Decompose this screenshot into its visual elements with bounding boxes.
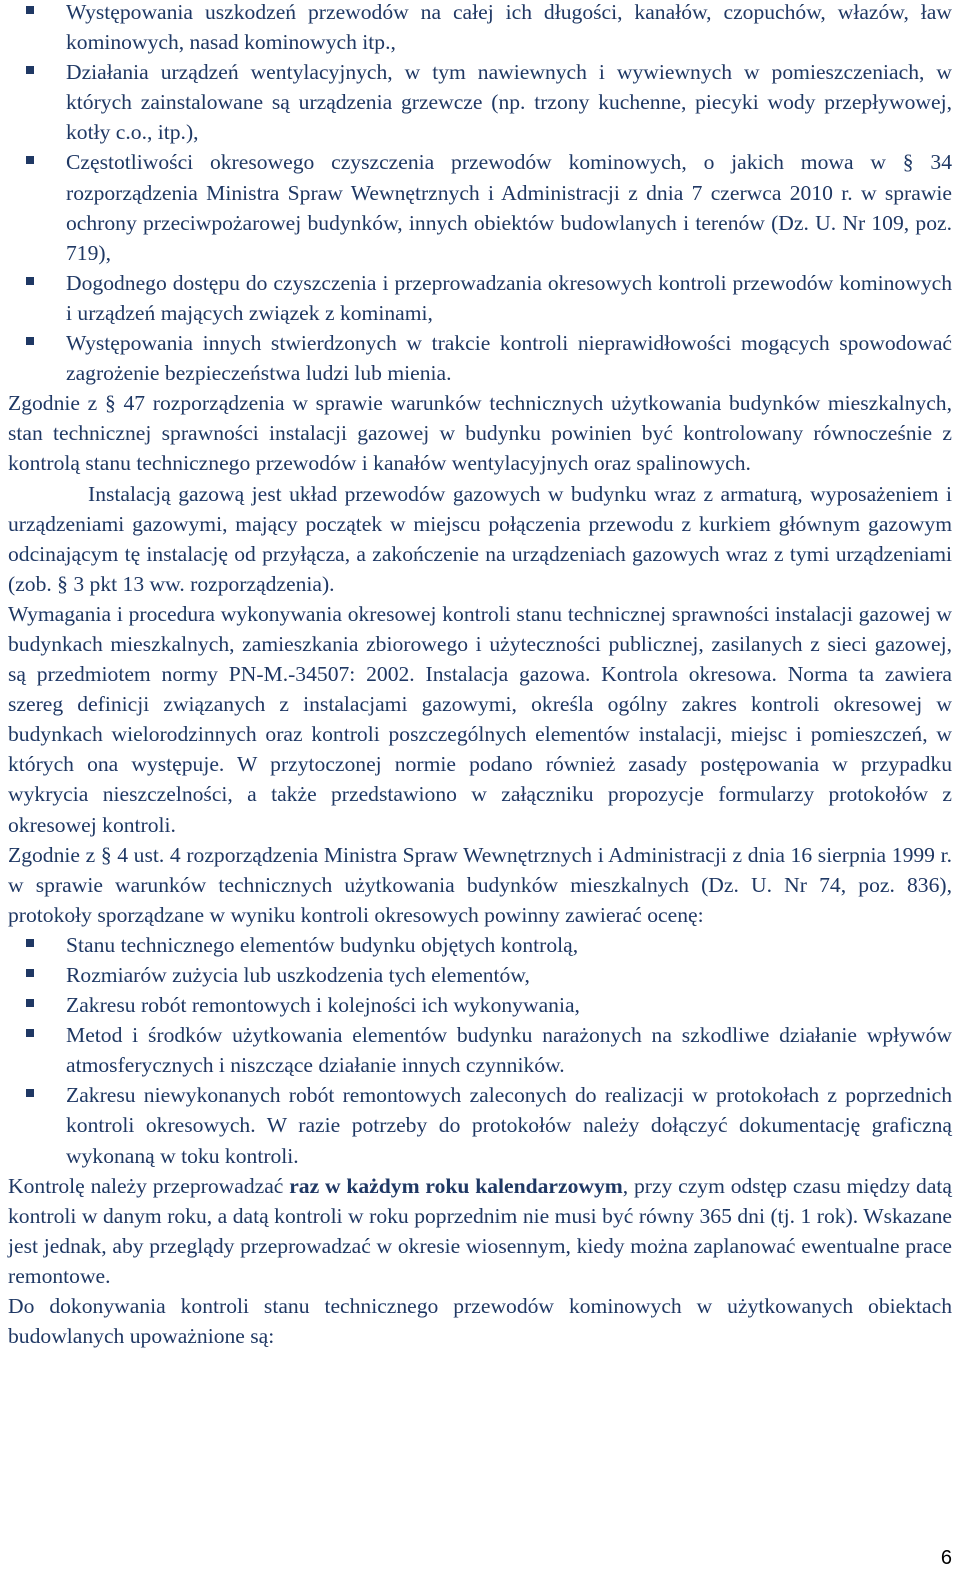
square-bullet-icon bbox=[26, 1029, 34, 1037]
bullet-list-inspection-scope bbox=[8, 0, 952, 388]
square-bullet-icon bbox=[26, 277, 34, 285]
paragraph-gas-installation-definition: Instalacją gazową jest układ przewodów gazowych w budynku wraz z armaturą, wyposażeniem i urządzeniami gazowymi, mający początek w miejscu połączenia przewodu z kurkiem głównym gazowym odcinającym tę instalację od przyłącza, a zakończenie na urządzeniach gazowych wraz z tymi urządzeniami (zob. § 3 pkt 13 ww. rozporządzenia). bbox=[8, 481, 952, 596]
square-bullet-icon bbox=[26, 939, 34, 947]
list-item: Metod i środków użytkowania elementów budynku narażonych na szkodliwe działanie wpływów atmosferycznych i niszczące działanie innych czynników. bbox=[8, 1020, 952, 1080]
list-item: Rozmiarów zużycia lub uszkodzenia tych elementów, bbox=[8, 960, 952, 990]
list-item: Występowania uszkodzeń przewodów na całej ich długości, kanałów, czopuchów, włazów, ław kominowych, nasad kominowych itp., bbox=[8, 0, 952, 57]
list-item: Zakresu robót remontowych i kolejności ich wykonywania, bbox=[8, 990, 952, 1020]
list-item: Zakresu niewykonanych robót remontowych zaleconych do realizacji w protokołach z poprzednich kontroli okresowych. W razie potrzeby do protokołów należy dołączyć dokumentację graficzną wykonaną w toku kontroli. bbox=[8, 1080, 952, 1170]
bullet-list-protocol-contents bbox=[8, 930, 952, 1171]
square-bullet-icon bbox=[26, 6, 34, 14]
list-item: Występowania innych stwierdzonych w trakcie kontroli nieprawidłowości mogących spowodować zagrożenie bezpieczeństwa ludzi lub mienia. bbox=[8, 328, 952, 388]
paragraph-gas-installation-inspection: Zgodnie z § 47 rozporządzenia w sprawie warunków technicznych użytkowania budynków mieszkalnych, stan technicznej sprawności instalacji gazowej w budynku powinien być kontrolowany równocześnie z kontrolą stanu technicznego przewodów i kanałów wentylacyjnych oraz spalinowych. bbox=[8, 391, 952, 476]
square-bullet-icon bbox=[26, 969, 34, 977]
list-item: Działania urządzeń wentylacyjnych, w tym nawiewnych i wywiewnych w pomieszczeniach, w których zainstalowane są urządzenia grzewcze (np. trzony kuchenne, piecyki wody przepływowej, kotły c.o., itp.), bbox=[8, 57, 952, 147]
list-item: Stanu technicznego elementów budynku objętych kontrolą, bbox=[8, 930, 952, 960]
paragraph-authorized-persons: Do dokonywania kontroli stanu technicznego przewodów kominowych w użytkowanych obiektach budowlanych upoważnione są: bbox=[8, 1294, 952, 1349]
list-item: Częstotliwości okresowego czyszczenia przewodów kominowych, o jakich mowa w § 34 rozporządzenia Ministra Spraw Wewnętrznych i Administracji z dnia 7 czerwca 2010 r. w sprawie ochrony przeciwpożarowej budynków, innych obiektów budowlanych i terenów (Dz. U. Nr 109, poz. 719), bbox=[8, 147, 952, 267]
paragraph-inspection-frequency: Kontrolę należy przeprowadzać raz w każdym roku kalendarzowym, przy czym odstęp czasu między datą kontroli w danym roku, a datą kontroli w roku poprzednim nie musi być równy 365 dni (tj. 1 rok). Wskazane jest jednak, aby przeglądy przeprowadzać w okresie wiosennym, kiedy można zaplanować ewentualne prace remontowe. bbox=[8, 1173, 952, 1288]
square-bullet-icon bbox=[26, 337, 34, 345]
square-bullet-icon bbox=[26, 1089, 34, 1097]
square-bullet-icon bbox=[26, 999, 34, 1007]
emphasis-annual-inspection: raz w każdym roku kalendarzowym bbox=[289, 1173, 623, 1198]
list-item: Dogodnego dostępu do czyszczenia i przeprowadzania okresowych kontroli przewodów kominowych i urządzeń mających związek z kominami, bbox=[8, 268, 952, 328]
paragraph-protocol-requirements: Zgodnie z § 4 ust. 4 rozporządzenia Ministra Spraw Wewnętrznych i Administracji z dnia 16 sierpnia 1999 r. w sprawie warunków technicznych użytkowania budynków mieszkalnych (Dz. U. Nr 74, poz. 836), protokoły sporządzane w wyniku kontroli okresowych powinny zawierać ocenę: bbox=[8, 842, 952, 927]
document-page bbox=[8, 0, 952, 1351]
square-bullet-icon bbox=[26, 156, 34, 164]
paragraph-standard-pn-m-34507: Wymagania i procedura wykonywania okresowej kontroli stanu technicznej sprawności instalacji gazowej w budynkach mieszkalnych, zamieszkania zbiorowego i użyteczności publicznej, zasilanych z sieci gazowej, są przedmiotem normy PN-M.-34507: 2002. Instalacja gazowa. Kontrola okresowa. Norma ta zawiera szereg definicji związanych z instalacjami gazowymi, określa ogólny zakres kontroli okresowej w budynkach wielorodzinnych oraz kontroli poszczególnych elementów instalacji, miejsc i pomieszczeń, w których ona występuje. W przytoczonej normie podano również zasady postępowania w przypadku wykrycia nieszczelności, a także przedstawiono w załączniku propozycje formularzy protokołów z okresowej kontroli. bbox=[8, 601, 952, 837]
square-bullet-icon bbox=[26, 66, 34, 74]
page-number: 6 bbox=[940, 1547, 952, 1569]
